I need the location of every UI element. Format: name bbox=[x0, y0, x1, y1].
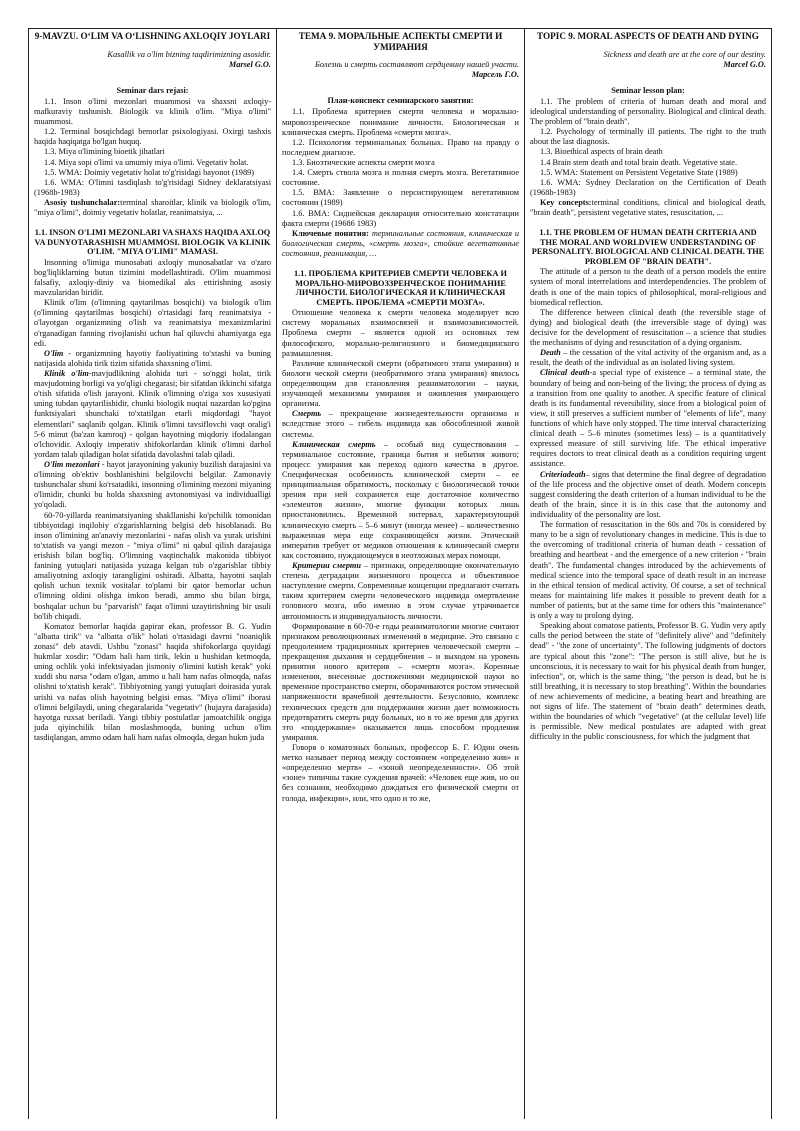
body-paragraph bbox=[530, 308, 766, 348]
epigraph-author: Marsel G.O. bbox=[228, 59, 271, 69]
body-paragraph bbox=[282, 622, 519, 743]
topic-title: TOPIC 9. MORAL ASPECTS OF DEATH AND DYING bbox=[537, 31, 759, 41]
epigraph-author: Marcel G.O. bbox=[723, 59, 766, 69]
body-paragraph bbox=[34, 460, 271, 511]
paragraph-text: Komatoz bemorlar haqida gapirar ekan, professor B. G. Yudin "albatta tirik" va "albatta o'lik" holati o'rtasidagi davrni "noaniqlik zonasi" deb atavdi. Ushbu "zonasi" haqida shifokorlarga quyidagi hukmlar xosdir: "Odam hali ham tirik, lekin u hushidan ketmoqda, uning ochlik yoki infektsiyadan jismoniy o'limini kutish kerak" yoki xuddi shu narsa "odam o'lgan, ammo u hali ham nafas olmoqda, nafas olishni to'xtatish kerak". Tibbiyotning yangi yutuqlari doirasida yurak urishi va nafas olish hayotning belgisi emas. "Miya o'limi" iborasi o'limni belgilaydi, uning chegaralarida "vegetativ" (hujayra darajasida) hayotga ruxsat beriladi. Yangi tibbiy postulatlar jamoatchilik ongiga juda qiyinchilik bilan moslashmoqda, buning uchun o'lim tasdiqlangan, ammo odam hali ham nafas olmoqda, degan hukm juda bbox=[34, 621, 271, 742]
key-concepts-label: Asosiy tushunchalar: bbox=[44, 198, 121, 207]
paragraph-text: Klinik o'lim (o'limning qaytarilmas bosqichi) va biologik o'lim (o'limning qaytarilmas bosqichi) o'rtasidagi farq reanimatsiya - o'layotgan organizmning o'lish va reanimatsiya mexanizmlarini o'rganadigan fanning rivojlanishi uchun hal qiluvchi ahamiyatga ega edi. bbox=[34, 298, 271, 348]
epigraph: Болезнь и смерть составляют сердцевину нашей участи. bbox=[314, 60, 519, 70]
plan-item: 1.6. WMA: Sydney Declaration on the Certification of Death (1968b-1983) bbox=[530, 177, 766, 197]
plan-item: 1.2. Psychology of terminally ill patients. The right to the truth about the last diagnosis. bbox=[530, 127, 766, 147]
paragraph-text: Говоря о коматозных больных, профессор Б. Г. Юдин очень метко называет период между состоянием «определенно жив» и «определенно мертв» – «зоной неопределенности». Об этой «зоне» типичны такие суждения врачей: «Человек еще жив, но он без сознания, необходимо дождаться его физической смерти от голода, инфекции», или, что одно и то же, bbox=[282, 742, 519, 803]
plan-item: 1.4 Brain stem death and total brain death. Vegetative state. bbox=[540, 157, 738, 167]
paragraph-text: Формирование в 60-70-е годы реаниматологии многие считают признаком революционных изменений в медицине. Это связано с преодолением традиционных критериев человеческой смерти – прекращения дыхания и сердцебиения – и выходом на уровень принятия нового критерия – «смерти мозга». Коренные изменения, внесенные достижениями медицинской науки во временное пространство смерти, оборачиваются ростом этической напряженности врачебной деятельности. Безусловно, комплекс технических средств для поддержания жизни дает возможность предотвратить смерть ряду больных, но в то же время для других это «поддержание» оказывается лишь способом продления умирания. bbox=[282, 621, 519, 742]
paragraph-text: Отношение человека к смерти человека моделирует всю систему моральных взаимосвязей и взаимозависимостей. Проблема смерти – является одной из основных тем философского, морально-религиозного и биомедицинского размышления. bbox=[282, 308, 519, 358]
plan-item: 1.5. WMA: Doimiy vegetativ holat to'g'risidagi bayonot (1989) bbox=[44, 167, 254, 177]
term-definition-lead: Klinik o'lim bbox=[44, 369, 89, 379]
body-paragraph bbox=[282, 359, 519, 410]
body-paragraph bbox=[530, 621, 766, 742]
english-column bbox=[524, 29, 772, 1119]
body-paragraph bbox=[530, 520, 766, 621]
plan-item: 1.1. Проблема критериев смерти человека и морально-мировоззренческое понимание личности. Биологическая и клиническая смерть. Проблема «смерти мозга». bbox=[282, 107, 519, 137]
key-concepts-text: terminal sharoitlar, klinik va biologik o'lim, "miya o'limi", doimiy vegetativ holatlar, reanimatsiya, ... bbox=[34, 198, 271, 218]
plan-title: Seminar dars rejasi: bbox=[116, 85, 189, 95]
key-concepts-text: терминальные состояния, клиническая и биологическая смерть, «смерть мозга», стойкие вегетативные состояния, реанимация, … bbox=[282, 228, 519, 259]
body-paragraph bbox=[34, 622, 271, 743]
paragraph-text: – the cessation of the vital activity of the organism and, as a result, the death of the individual as an isolated living system. bbox=[530, 348, 766, 368]
term-definition-lead: Критерии смерти bbox=[292, 560, 361, 570]
plan-item: 1.5. ВМА: Заявление о персистирующем вегетативном состоянии (1989) bbox=[282, 188, 519, 208]
topic-title: 9-MAVZU. O‘LIM VA O‘LISHNING AXLOQIY JOYLARI bbox=[34, 31, 271, 41]
paragraph-text: – signs that determine the final degree of degradation of the life process and the objective onset of death. Modern concepts suggest considering the death criterion of a human individual to be the death of the brain, since it is in this case that the autonomy and individuality of the personality are lost. bbox=[530, 469, 766, 519]
plan-item: 1.1. Inson o'limi mezonlari muammosi va shaxsni axloqiy-mafkuraviy tushunish. Biologik va klinik o'lim. "Miya o'limi" muammosi. bbox=[34, 96, 271, 127]
epigraph: Sickness and death are at the core of our destiny. bbox=[603, 49, 766, 59]
paragraph-text: -mavjudlikning alohida turi - so'nggi holat, tirik mavjudotning borligi va yo'qligi chegarasi; bir sifatdan ikkinchi sifatga o'tish sifatida o'lish jarayoni. Klinik o'limning o'ziga xos xususiyati uning tubdan qaytarilishidir, chunki biologik nuqtai nazardan ko'pgina funktsiyalari shunchaki to'xtatilgan etarli miqdordagi "hayot elementlari" saqlanib qolgan. Klinik o'limni tavsiflovchi vaqt oralig'i 5-6 minut (ba'zan kamroq) - qolgan hayotning miqdoriy ifodalangan o'lchovidir. Axloqiy imperativ shifokorlardan klinik o'limni darhol yordam talab qiladigan holat sifatida davolashni talab qiladi. bbox=[34, 369, 271, 459]
term-definition-lead: Criteriadeath bbox=[540, 469, 586, 479]
paragraph-text: The attitude of a person to the death of a person models the entire system of moral interrelations and interdependencies. The problem of death is one of the main topics of philosophical, moral-religious and biomedical reflection. bbox=[530, 267, 766, 307]
paragraph-text: - hayot jarayonining yakuniy buzilish darajasini va o'limning ob'ektiv boshlanishini belgilovchi belgilar. Zamonaviy tushunchalar shuni ko'rsatadiki, insonning o'limining mezoni miyaning o'limidir, chunki bu holda shaxsning avtonomiyasi va individualligi yo'qoladi. bbox=[34, 460, 271, 510]
plan-item: 1.2. Terminal bosqichdagi bemorlar psixologiyasi. Oxirgi tashxis haqida haqiqatga bo'lgan huquq. bbox=[34, 127, 271, 147]
plan-item: 1.5. WMA: Statement on Persistent Vegetative State (1989) bbox=[540, 167, 738, 177]
body-paragraph bbox=[34, 511, 271, 622]
term-definition-lead: O'lim mezonlari bbox=[44, 460, 100, 469]
paragraph-text: Insonning o'limiga munosabati axloqiy munosabatlar va o'zaro bog'liqliklarning butun tizimini modellashtiradi. O'lim muammosi falsafiy, axloqiy-diniy va biomedikal aks ettirishning asosiy mavzularidan biridir. bbox=[34, 257, 271, 298]
paragraph-text: - organizmning hayotiy faoliyatining to'xtashi va buning natijasida alohida tirik tizim sifatida shaxsning o'limi. bbox=[34, 348, 271, 368]
term-definition-lead: Clinical death bbox=[540, 368, 590, 378]
body-paragraph bbox=[282, 409, 519, 439]
body-paragraph bbox=[530, 368, 766, 469]
plan-title: Seminar lesson plan: bbox=[611, 85, 685, 95]
paragraph-text: 60-70-yillarda reanimatsiyaning shakllanishi ko'pchilik tomonidan tibbiyotdagi inqilobiy o'zgarishlarning belgisi deb hisoblanadi. Bu inson o'limining an'anaviy mezonlarini - nafas olish va yurak urishini to'xtatish va yangi mezon - "miya o'limi" ni qabul qilish darajasiga erishish bilan bog'liq. O'limning vaqtinchalik makonida tibbiyot fanining yutuqlari natijasida yuzaga kelgan tub o'zgarishlar tibbiy amaliyotning axloqiy tarangligini oshiradi. Albatta, hayotni saqlab qolish uchun texnik vositalar to'plami bir qator bemorlar uchun o'limning oldini olishga imkon beradi, ammo shu bilan birga, boshqalar uchun bu "parvarish" faqat o'limni uzaytirishning bir usuli bo'lib chiqadi. bbox=[34, 510, 271, 621]
key-concepts-label: Ключевые понятия: bbox=[292, 228, 369, 238]
uzbek-column bbox=[28, 29, 276, 1119]
epigraph-author: Марсель Г.О. bbox=[471, 70, 519, 80]
term-definition-lead: O'lim bbox=[44, 348, 64, 358]
body-paragraph bbox=[282, 440, 519, 561]
paragraph-text: Speaking about comatose patients, Professor B. G. Yudin very aptly calls the period between the state of "definitely alive" and "definitely dead" - "the zone of uncertainty". The following judgments of doctors are typical about this "zone": "The person is still alive, but he is unconscious, it is necessary to wait for his physical death from hunger, infection", or, which is the same thing, "the person is dead, but he is still breathing, it is necessary to stop breathing". Within the boundaries of new achievements of medicine, a beating heart and breathing are not signs of life. The statement of "brain death" determines death, within the boundaries of which "vegetative" (at the cellular level) life is permissible. New medical postulates are adapted with great difficulty in the public consciousness, for which the judgment that bbox=[530, 621, 766, 742]
plan-item: 1.6. WMA: O'limni tasdiqlash to'g'risidagi Sidney deklaratsiyasi (1968b-1983) bbox=[34, 177, 271, 197]
paragraph-text: -a special type of existence – a terminal state, the boundary of being and non-being of the living; the process of dying as a transition from one quality to another. A specific feature of clinical death is its fundamental reversibility, since from a biological point of view, it still preserves a sufficient number of "elements of life", many functions of which have only stopped. The time interval characterizing clinical death – 5–6 minutes (sometimes less) – is a quantitatively expressed measure of still surviving life. The ethical imperative requires doctors to treat clinical death as a condition requiring urgent assistance. bbox=[530, 368, 766, 469]
plan-item: 1.2. Психология терминальных больных. Право на правду о последнем диагнозе. bbox=[282, 137, 519, 157]
body-paragraph bbox=[34, 298, 271, 349]
body-paragraph bbox=[530, 470, 766, 521]
plan-item: 1.3. Биоэтические аспекты смерти мозга bbox=[292, 158, 435, 168]
topic-title: ТЕМА 9. МОРАЛЬНЫЕ АСПЕКТЫ СМЕРТИ И УМИРАНИЯ bbox=[298, 31, 503, 52]
plan-item: 1.1. The problem of criteria of human death and moral and ideological understanding of personality. Biological and clinical death. The problem of "brain death". bbox=[530, 96, 766, 127]
key-concepts-label: Key concepts: bbox=[540, 198, 592, 207]
body-paragraph bbox=[34, 349, 271, 369]
paragraph-text: – особый вид существования – терминальное состояние, граница бытия и небытия живого; процесс умирания как переход одного качества в другое. Специфическая особенность клинической смерти – ее принципиальная обратимость, поскольку с биологической точки зрения при ней сохраняется еще достаточное количество «элементов жизни», многие функции которых лишь приостановились. Временной интервал, характеризующий клиническую смерть – 5–6 минут (иногда менее) – количественно выраженная мера еще сохраняющейся жизни. Этический императив требует от медиков отношения к клинической смерти как состоянию, нуждающемуся в неотложных мерах помощи. bbox=[282, 439, 519, 560]
plan-item: 1.4. Смерть ствола мозга и полная смерть мозга. Вегетативное состояние. bbox=[282, 168, 519, 188]
term-definition-lead: Клиническая смерть bbox=[292, 439, 376, 449]
epigraph: Kasallik va o'lim bizning taqdirimizning asosidir. bbox=[107, 49, 271, 59]
paragraph-text: – прекращение жизнедеятельности организма и вследствие этого – гибель индивида как обособленной живой системы. bbox=[282, 409, 519, 439]
russian-column bbox=[276, 29, 524, 1119]
body-paragraph bbox=[282, 308, 519, 359]
plan-item: 1.3. Bioethical aspects of brain death bbox=[540, 147, 663, 157]
paragraph-text: Различие клинической смерти (обратимого этапа умирания) и биологи ческой смерти (необратимого этапа умирания) явилось определяющим для становления реаниматологии – науки, изучающей механизмы умирания и оживления умирающего организма. bbox=[282, 358, 519, 409]
key-concepts-text: terminal conditions, clinical and biological death, "brain death", persistent vegetative states, resuscitation, ... bbox=[530, 198, 766, 218]
section-title: 1.1. THE PROBLEM OF HUMAN DEATH CRITERIA AND THE MORAL AND WORLDVIEW UNDERSTANDING OF PERSONALITY. BIOLOGICAL AND CLINICAL DEATH. THE PROBLEM OF "BRAIN DEATH". bbox=[531, 228, 765, 266]
body-paragraph bbox=[530, 348, 766, 368]
plan-title: План-конспект семинарского занятия: bbox=[327, 96, 474, 106]
plan-item: 1.3. Miya o'limining bioetik jihatlari bbox=[44, 147, 165, 157]
key-concepts bbox=[34, 198, 271, 218]
trilingual-page bbox=[28, 28, 772, 1119]
plan-item: 1.4. Miya sopi o'limi va umumiy miya o'limi. Vegetativ holat. bbox=[44, 157, 249, 167]
body-paragraph bbox=[282, 743, 519, 804]
section-title: 1.1. ПРОБЛЕМА КРИТЕРИЕВ СМЕРТИ ЧЕЛОВЕКА И МОРАЛЬНО-МИРОВОЗЗРЕНЧЕСКОЕ ПОНИМАНИЕ ЛИЧНОСТИ. БИОЛОГИЧЕСКАЯ И КЛИНИЧЕСКАЯ СМЕРТЬ. ПРОБЛЕМА «СМЕРТИ МОЗГА». bbox=[294, 269, 507, 307]
paragraph-text: The difference between clinical death (the reversible stage of dying) and biological death (the irreversible stage of dying) was decisive for the development of resuscitation – a science that studies the mechanisms of dying and resuscitation of a dying organism. bbox=[530, 307, 766, 348]
term-definition-lead: Смерть bbox=[292, 409, 322, 419]
body-paragraph bbox=[530, 267, 766, 307]
plan-item: 1.6. ВМА: Сиднейская декларация относительно констатации факта смерти (19686 1983) bbox=[282, 208, 519, 228]
section-title: 1.1. INSON O'LIMI MEZONLARI VA SHAXS HAQIDA AXLOQ VA DUNYOTARASHISH MUAMMOSI. BIOLOGIK VA KLINIK O'LIM. "MIYA O'LIMI" MAMASI. bbox=[34, 228, 271, 257]
key-concepts bbox=[282, 229, 519, 259]
term-definition-lead: Death bbox=[540, 348, 561, 358]
key-concepts bbox=[530, 198, 766, 218]
body-paragraph bbox=[34, 258, 271, 298]
paragraph-text: – признаки, определяющие окончательную степень деградации жизненного процесса и объективное наступление смерти. Современные концепции предлагают считать таким критерием смерти человеческого индивида омертвление головного мозга, ибо именно в этом случае утрачивается автономность и индивидуальность личности. bbox=[282, 560, 520, 621]
body-paragraph bbox=[282, 561, 519, 622]
paragraph-text: The formation of resuscitation in the 60s and 70s is considered by many to be a sign of revolutionary changes in medicine. This is due to the overcoming of traditional criteria of human death - cessation of breathing and heartbeat - and the emergence of a new criterion - "brain death". The fundamental changes introduced by the achievements of medical science into the temporal space of death result in an increase in the ethical tension of medical activity. Of course, a set of technical means for maintaining life makes it possible to prevent death for a number of patients, but at the same time for others this "maintenance" is only a way to prolong dying. bbox=[530, 520, 766, 621]
body-paragraph bbox=[34, 369, 271, 460]
